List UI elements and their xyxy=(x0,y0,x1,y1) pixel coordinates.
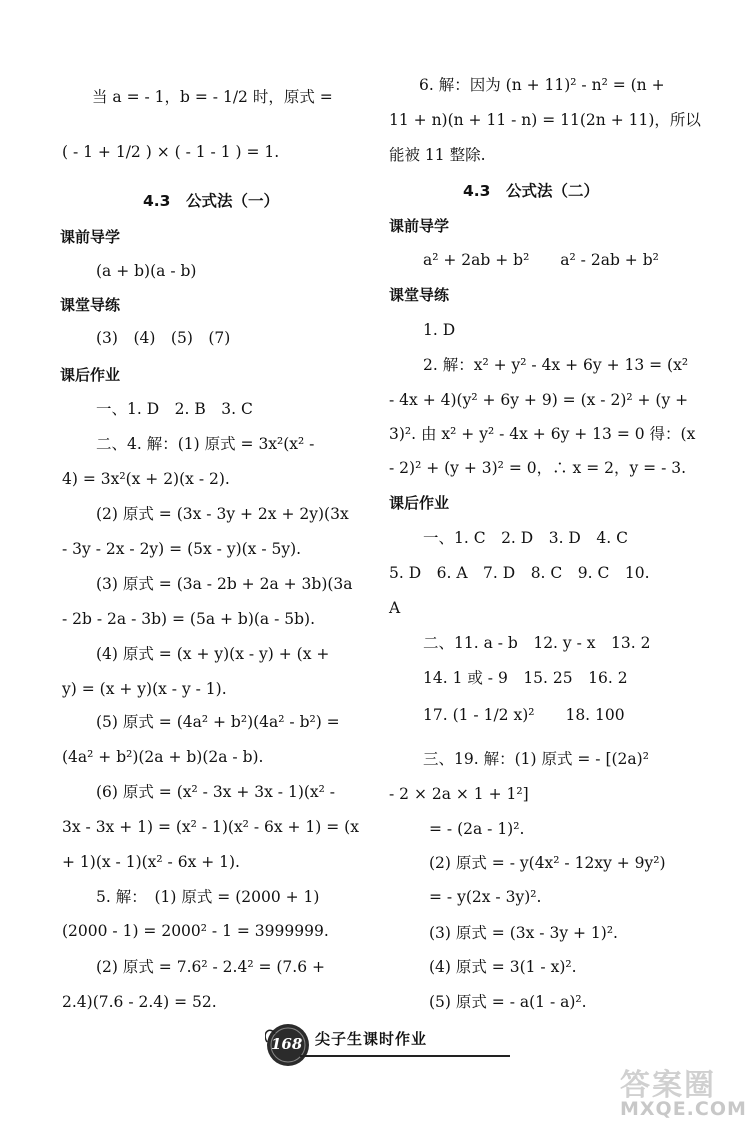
answer-line: - 4x + 4)(y² + 6y + 9) = (x - 2)² + (y + xyxy=(389,391,689,409)
section-title: 4.3 公式法（一） xyxy=(143,192,279,210)
answer-line: (3) 原式 = (3a - 2b + 2a + 3b)(3a xyxy=(96,575,353,593)
answer-line: 11 + n)(n + 11 - n) = 11(2n + 11)，所以 xyxy=(389,111,701,129)
answer-line: 3)². 由 x² + y² - 4x + 6y + 13 = 0 得：(x xyxy=(389,425,696,443)
book-title: 尖子生课时作业 xyxy=(315,1030,428,1048)
answer-line: 二、11. a - b 12. y - x 13. 2 xyxy=(423,634,651,652)
watermark-logo: 答案圈 xyxy=(620,1068,716,1103)
answer-line: (4a² + b²)(2a + b)(2a - b). xyxy=(62,748,264,766)
answer-line: 3x - 3x + 1) = (x² - 1)(x² - 6x + 1) = (x xyxy=(62,818,359,836)
answer-line: (2) 原式 = (3x - 3y + 2x + 2y)(3x xyxy=(96,505,349,523)
answer-line: 当 a = - 1，b = - 1/2 时，原式 = xyxy=(92,88,333,106)
answer-line: 2.4)(7.6 - 2.4) = 52. xyxy=(62,993,217,1011)
answer-line: (2) 原式 = - y(4x² - 12xy + 9y²) xyxy=(429,854,666,872)
answer-line: = - y(2x - 3y)². xyxy=(429,888,542,906)
watermark-url: MXQE.COM xyxy=(620,1098,747,1120)
watermark xyxy=(606,1060,750,1124)
answer-line: (2000 - 1) = 2000² - 1 = 3999999. xyxy=(62,922,329,940)
answer-line: ( - 1 + 1/2 ) × ( - 1 - 1 ) = 1. xyxy=(62,143,280,161)
answer-line: (4) 原式 = (x + y)(x - y) + (x + xyxy=(96,645,330,663)
answer-line: 4) = 3x²(x + 2)(x - 2). xyxy=(62,470,230,488)
answer-line: 5. 解： (1) 原式 = (2000 + 1) xyxy=(96,888,320,906)
answer-line: 能被 11 整除. xyxy=(389,146,486,164)
answer-line: (6) 原式 = (x² - 3x + 3x - 1)(x² - xyxy=(96,783,336,801)
answer-line: (3) (4) (5) (7) xyxy=(96,329,231,347)
answer-line: 17. (1 - 1/2 x)² 18. 100 xyxy=(423,706,625,724)
answer-line: (5) 原式 = - a(1 - a)². xyxy=(429,993,587,1011)
heading-pre-class: 课前导学 xyxy=(389,217,450,235)
answer-line: 1. D xyxy=(423,321,456,339)
answer-line: - 2 × 2a × 1 + 1²] xyxy=(389,785,529,803)
heading-after-class: 课后作业 xyxy=(60,366,121,384)
answer-line: y) = (x + y)(x - y - 1). xyxy=(62,680,227,698)
answer-line: A xyxy=(389,599,401,617)
answer-line: + 1)(x - 1)(x² - 6x + 1). xyxy=(62,853,240,871)
heading-after-class: 课后作业 xyxy=(389,494,450,512)
answer-line: 一、1. C 2. D 3. D 4. C xyxy=(423,529,628,547)
answer-line: (4) 原式 = 3(1 - x)². xyxy=(429,958,577,976)
answer-line: 二、4. 解：(1) 原式 = 3x²(x² - xyxy=(96,435,315,453)
answer-line: = - (2a - 1)². xyxy=(429,820,525,838)
answer-line: a² + 2ab + b² a² - 2ab + b² xyxy=(423,251,659,269)
answer-line: (5) 原式 = (4a² + b²)(4a² - b²) = xyxy=(96,713,340,731)
heading-in-class: 课堂导练 xyxy=(389,286,450,304)
answer-line: 14. 1 或 - 9 15. 25 16. 2 xyxy=(423,669,628,687)
footer-rule xyxy=(300,1055,510,1057)
answer-line: 一、1. D 2. B 3. C xyxy=(96,400,253,418)
answer-line: 5. D 6. A 7. D 8. C 9. C 10. xyxy=(389,564,650,582)
answer-line: (3) 原式 = (3x - 3y + 1)². xyxy=(429,924,618,942)
page-footer xyxy=(245,1022,510,1072)
answer-line: 6. 解：因为 (n + 11)² - n² = (n + xyxy=(419,76,665,94)
answer-line: - 3y - 2x - 2y) = (5x - y)(x - 5y). xyxy=(62,540,302,558)
answer-line: (2) 原式 = 7.6² - 2.4² = (7.6 + xyxy=(96,958,325,976)
heading-pre-class: 课前导学 xyxy=(60,228,121,246)
answer-line: (a + b)(a - b) xyxy=(96,262,197,280)
heading-in-class: 课堂导练 xyxy=(60,296,121,314)
answer-line: 三、19. 解：(1) 原式 = - [(2a)² xyxy=(423,750,649,768)
answer-line: - 2b - 2a - 3b) = (5a + b)(a - 5b). xyxy=(62,610,316,628)
answer-line: - 2)² + (y + 3)² = 0，∴ x = 2，y = - 3. xyxy=(389,459,687,477)
answer-line: 2. 解：x² + y² - 4x + 6y + 13 = (x² xyxy=(423,356,689,374)
page-number: 168 xyxy=(271,1035,303,1053)
section-title: 4.3 公式法（二） xyxy=(463,182,599,200)
